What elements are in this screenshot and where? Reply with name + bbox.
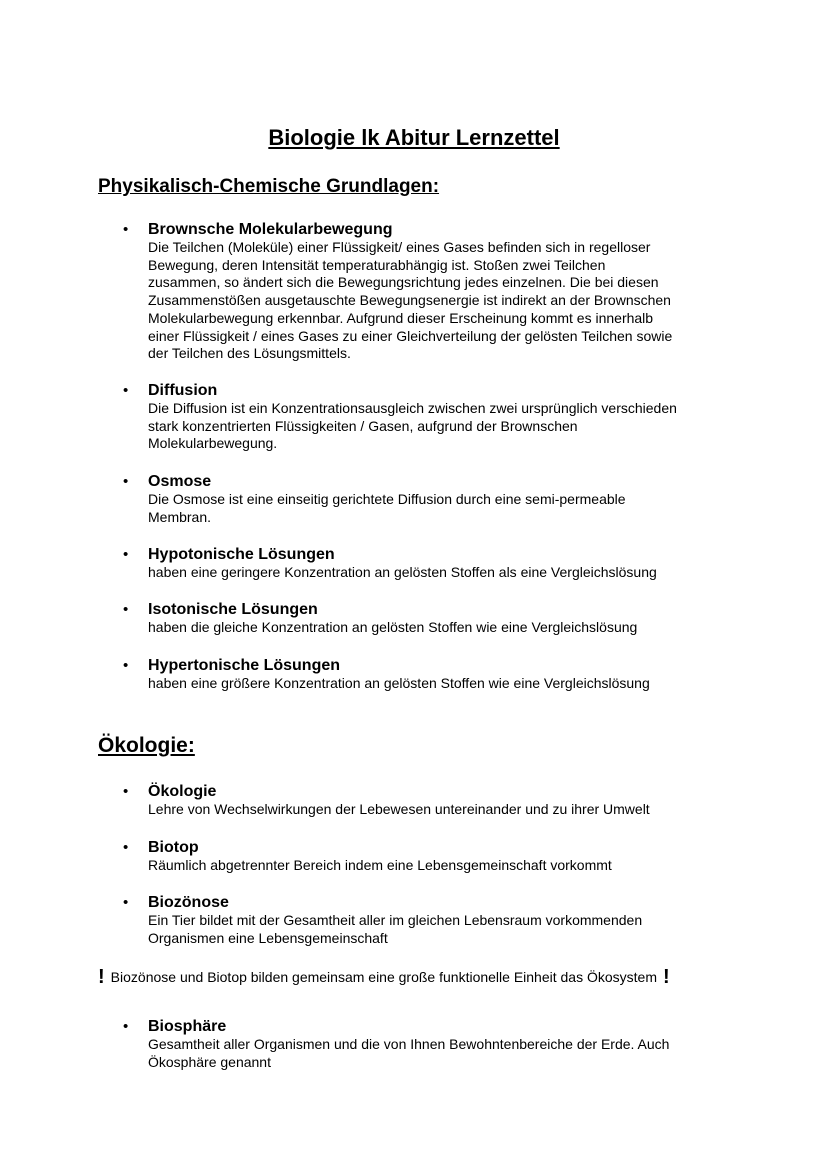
bullet-icon: •: [123, 546, 129, 563]
item-term: Ökologie: [148, 783, 217, 800]
oekosystem-note: [98, 966, 670, 988]
item-description: Die Teilchen (Moleküle) einer Flüssigkeit/ eines Gases befinden sich in regelloser Bewegung, deren Intensität temperaturabhängig ist. Stoßen zwei Teilchen zusammen, so ändert sich die Bewegungsrichtung jedes einzelnen. Die bei diesen Zusammenstößen ausgetauschte Bewegungsenergie ist indirekt an der Brownschen Molekularbewegung erkennbar. Aufgrund dieser Erscheinung kommt es innerhalb einer Flüssigkeit / eines Gases zu einer Gleichverteilung der gelösten Teilchen sowie der Teilchen des Lösungsmittels.: [148, 239, 673, 362]
item-description: Ein Tier bildet mit der Gesamtheit aller im gleichen Lebensraum vorkommenden Organismen eine Lebensgemeinschaft: [148, 912, 643, 946]
item-term: Osmose: [148, 473, 212, 490]
list-item-brownsche-molekularbewegung: [123, 221, 743, 363]
item-term: Hypertonische Lösungen: [148, 657, 341, 674]
item-description: Gesamtheit aller Organismen und die von Ihnen Bewohntenbereiche der Erde. Auch Ökosphäre genannt: [148, 1036, 670, 1070]
bullet-icon: •: [123, 1018, 129, 1035]
item-description: Die Osmose ist eine einseitig gerichtete Diffusion durch eine semi-permeable Membran.: [148, 491, 626, 525]
list-item-oekologie: [123, 783, 743, 819]
list-item-biozoenose: [123, 894, 743, 947]
item-term: Biozönose: [148, 894, 229, 911]
document-title: Biologie lk Abitur Lernzettel: [268, 125, 560, 150]
list-item-hypertonische-loesungen: [123, 657, 743, 693]
list-item-diffusion: [123, 382, 743, 453]
exclamation-icon: !: [98, 966, 105, 988]
item-description: Räumlich abgetrennter Bereich indem eine Lebensgemeinschaft vorkommt: [148, 857, 612, 873]
bullet-icon: •: [123, 657, 129, 674]
item-description: Lehre von Wechselwirkungen der Lebewesen untereinander und zu ihrer Umwelt: [148, 801, 650, 817]
note-text: Biozönose und Biotop bilden gemeinsam eine große funktionelle Einheit das Ökosystem: [110, 969, 657, 985]
bullet-icon: •: [123, 382, 129, 399]
list-item-biosphaere: [123, 1018, 743, 1071]
section-heading-physikalisch-chemische-grundlagen: Physikalisch-Chemische Grundlagen:: [98, 176, 440, 197]
item-term: Isotonische Lösungen: [148, 601, 318, 618]
bullet-icon: •: [123, 221, 129, 238]
list-item-biotop: [123, 839, 743, 875]
item-description: haben eine geringere Konzentration an gelösten Stoffen als eine Vergleichslösung: [148, 564, 657, 580]
list-item-osmose: [123, 473, 743, 526]
list-item-isotonische-loesungen: [123, 601, 743, 637]
item-term: Brownsche Molekularbewegung: [148, 221, 393, 238]
section-heading-oekologie: Ökologie:: [98, 734, 195, 757]
list-item-hypotonische-loesungen: [123, 546, 743, 582]
exclamation-icon: !: [663, 966, 670, 988]
bullet-icon: •: [123, 839, 129, 856]
bullet-icon: •: [123, 473, 129, 490]
item-description: haben eine größere Konzentration an gelösten Stoffen wie eine Vergleichslösung: [148, 675, 650, 691]
item-description: haben die gleiche Konzentration an gelösten Stoffen wie eine Vergleichslösung: [148, 619, 638, 635]
item-term: Biosphäre: [148, 1018, 227, 1035]
item-description: Die Diffusion ist ein Konzentrationsausgleich zwischen zwei ursprünglich verschieden stark konzentrierten Flüssigkeiten / Gasen, aufgrund der Brownschen Molekularbewegung.: [148, 400, 677, 452]
bullet-icon: •: [123, 783, 129, 800]
item-term: Diffusion: [148, 382, 218, 399]
item-term: Biotop: [148, 839, 199, 856]
bullet-icon: •: [123, 894, 129, 911]
item-term: Hypotonische Lösungen: [148, 546, 335, 563]
bullet-icon: •: [123, 601, 129, 618]
